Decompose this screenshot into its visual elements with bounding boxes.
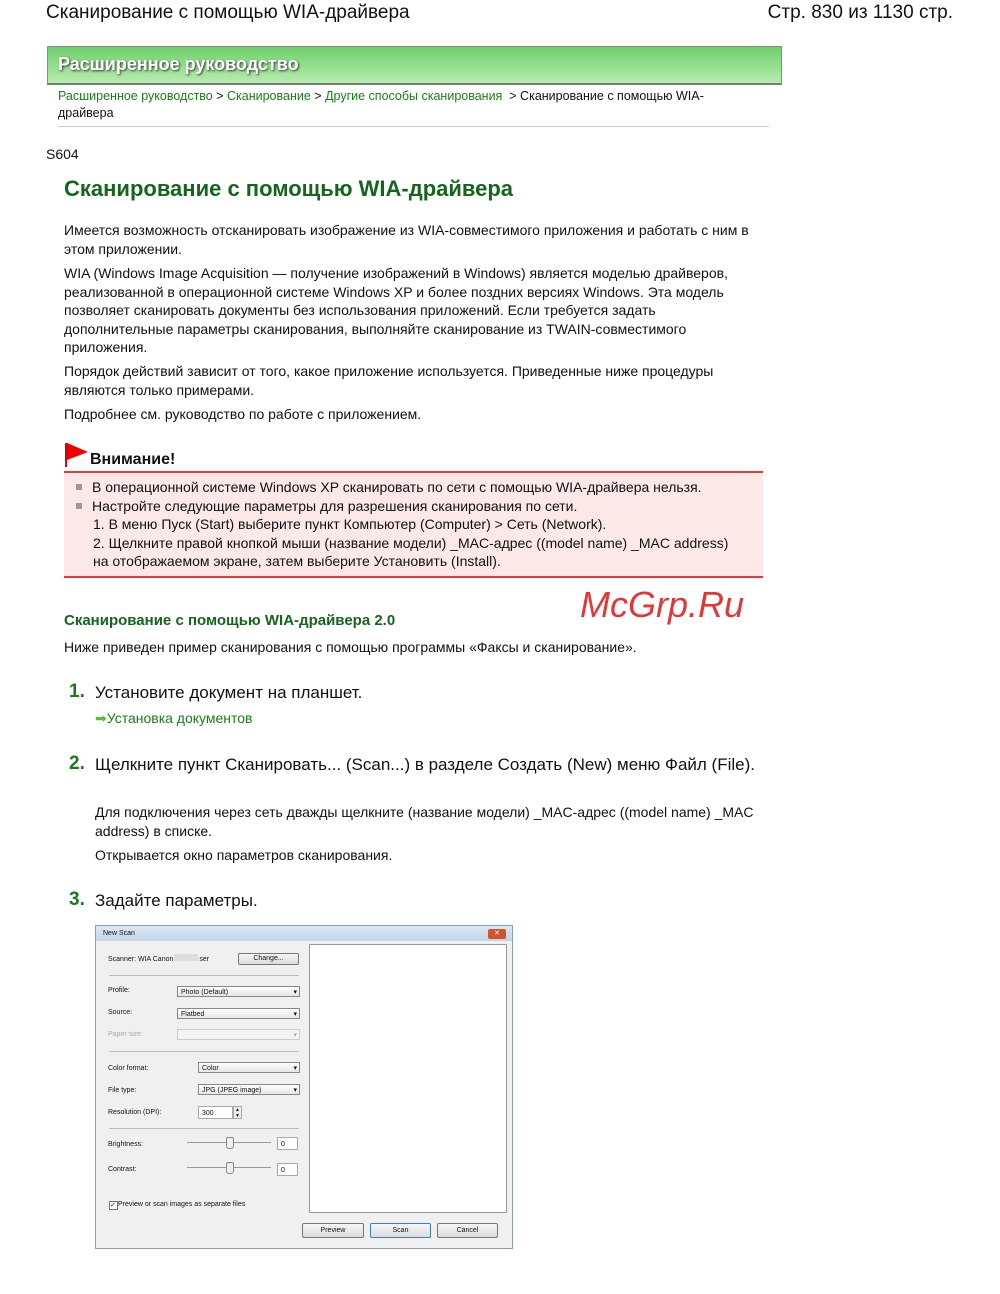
step-text: Задайте параметры. — [95, 891, 258, 910]
scanner-label: Scanner: WIA Canon ser — [108, 956, 210, 963]
step-note: Открывается окно параметров сканирования. — [95, 847, 393, 863]
file-type-label: File type: — [108, 1087, 137, 1094]
close-icon[interactable]: ✕ — [488, 929, 506, 939]
paragraph: Порядок действий зависит от того, какое приложение используется. Приведенные ниже процедуры являются только примерами. — [64, 363, 714, 398]
source-label: Source: — [108, 1009, 133, 1016]
step-text: Щелкните пункт Сканировать... (Scan...) в разделе Создать (New) меню Файл (File). — [95, 755, 755, 774]
preview-button[interactable]: Preview — [302, 1223, 364, 1238]
code: S604 — [46, 146, 79, 162]
crumb-current: Сканирование с помощью WIA-драйвера — [58, 89, 704, 120]
resolution-spinner[interactable]: ▲ ▼ — [233, 1106, 242, 1119]
resolution-input[interactable]: 300 — [198, 1106, 233, 1119]
color-format-label: Color format: — [108, 1065, 149, 1072]
crumb-link[interactable]: Сканирование — [227, 89, 311, 103]
profile-select[interactable]: Photo (Default) ▾ — [177, 986, 300, 997]
paper-size-select — [177, 1029, 300, 1040]
page-title: Сканирование с помощью WIA-драйвера — [64, 176, 514, 201]
scan-button[interactable]: Scan — [370, 1223, 431, 1238]
breadcrumb: Расширенное руководство > Сканирование > Другие способы сканирования > Сканирование с помощью WIA-драйвера — [58, 89, 704, 120]
banner — [47, 46, 782, 85]
divider — [58, 126, 769, 127]
step-number: 1. — [69, 681, 85, 702]
link-document-placement[interactable]: ➡Установка документов — [95, 710, 253, 726]
watermark: McGrp.Ru — [580, 584, 745, 625]
crumb-link[interactable]: Расширенное руководство — [58, 89, 213, 103]
brightness-label: Brightness: — [108, 1141, 144, 1148]
list-item: 1. В меню Пуск (Start) выберите пункт Компьютер (Computer) > Сеть (Network). — [93, 516, 607, 532]
doc-title: Сканирование с помощью WIA-драйвера — [46, 2, 410, 23]
step-note: Для подключения через сеть дважды щелкните (название модели) _MAC-адрес ((model name) _MAC address) в списке. — [95, 804, 754, 839]
change-button[interactable]: Change... — [238, 953, 299, 965]
slider-thumb[interactable] — [226, 1137, 234, 1149]
page-number: Стр. 830 из 1130 стр. — [767, 2, 953, 23]
section-title: Сканирование с помощью WIA-драйвера 2.0 — [64, 612, 396, 629]
step-number: 2. — [69, 753, 85, 774]
paragraph: WIA (Windows Image Acquisition — получение изображений в Windows) является моделью драйверов, реализованной в операционной системе Windows XP и более поздних версиях Windows. Эта модель позволяет сканировать документы без использования приложений. Если требуется задать дополнительные параметры сканирования, выполняйте сканирование из TWAIN-совместимого приложения. — [64, 265, 728, 355]
paragraph: Имеется возможность отсканировать изображение из WIA-совместимого приложения и работать с ним в этом приложении. — [64, 222, 749, 257]
preview-pane — [309, 944, 507, 1213]
color-format-select[interactable]: Color ▾ — [198, 1062, 300, 1073]
brightness-input[interactable]: 0 — [277, 1137, 298, 1150]
crumb-link[interactable]: Другие способы сканирования — [325, 89, 503, 103]
dialog-title: New Scan — [103, 930, 135, 937]
contrast-label: Contrast: — [108, 1166, 137, 1173]
profile-label: Profile: — [108, 987, 130, 994]
slider-thumb[interactable] — [226, 1162, 234, 1174]
source-select[interactable]: Flatbed ▾ — [177, 1008, 300, 1019]
new-scan-dialog — [95, 925, 513, 1249]
step-number: 3. — [69, 889, 85, 910]
contrast-input[interactable]: 0 — [277, 1163, 298, 1176]
separate-files-checkbox[interactable]: ✓ — [109, 1201, 118, 1210]
attention-box — [64, 471, 763, 578]
resolution-label: Resolution (DPI): — [108, 1109, 162, 1116]
attention-title: Внимание! — [90, 451, 176, 468]
flag-icon — [65, 443, 89, 467]
section-intro: Ниже приведен пример сканирования с помощью программы «Факсы и сканирование». — [64, 639, 637, 655]
list-item: В операционной системе Windows XP сканировать по сети с помощью WIA-драйвера нельзя. — [64, 478, 763, 497]
file-type-select[interactable]: JPG (JPEG image) ▾ — [198, 1084, 300, 1095]
list-item: 2. Щелкните правой кнопкой мыши (название модели) _MAC-адрес ((model name) _MAC address) на отображаемом экране, затем выберите Установить (Install). — [93, 534, 729, 569]
list-item: Настройте следующие параметры для разрешения сканирования по сети. — [64, 497, 763, 516]
title-bar — [96, 926, 512, 941]
paragraph: Подробнее см. руководство по работе с приложением. — [64, 406, 422, 422]
step-text: Установите документ на планшет. — [95, 683, 363, 702]
checkbox-label: Preview or scan images as separate files — [118, 1201, 246, 1208]
cancel-button[interactable]: Cancel — [437, 1223, 498, 1238]
paper-size-label: Paper size: — [108, 1031, 144, 1038]
banner-title: Расширенное руководство — [58, 54, 299, 74]
arrow-right-icon: ➡ — [95, 710, 107, 726]
